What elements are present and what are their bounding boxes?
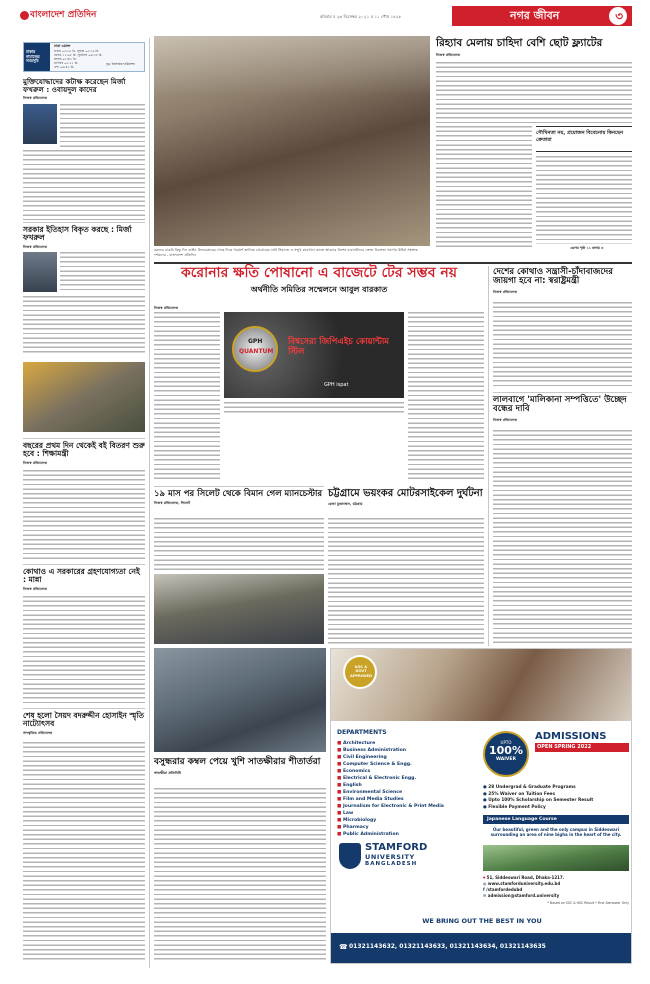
ad-stamford-university [330,648,632,964]
section-banner [452,6,632,26]
headline: করোনার ক্ষতি পোষানো এ বাজেটে টের সম্ভব নয় [181,265,457,281]
phone-icon: ☎ [339,943,348,951]
dept-item[interactable]: ■ Pharmacy [337,825,369,831]
phone-bar [331,933,632,963]
japanese-course: Japanese Language Course [483,815,629,824]
dept-item[interactable]: ■ Civil Engineering [337,755,387,761]
flight-photo [154,574,324,644]
fakhrul-photo [23,252,57,292]
headline: চট্টগ্রামে ভয়ংকর মোটরসাইকেল দুর্ঘটনা [328,488,483,499]
body-text [23,150,145,220]
uni-name-2: UNIVERSITY [365,853,415,861]
dept-item[interactable]: ■ Architecture [337,741,376,747]
body-text [536,156,632,244]
phone-numbers[interactable]: 01321143632, 01321143633, 01321143634, 01321143635 [349,943,546,950]
prayer-row: ফজর ০৫:১৯ মি. সূর্যাস্ত ০৫:১৯ মি. [54,49,100,53]
section-title: নগর জীবন [510,9,560,22]
feature-item: ● Flexible Payment Policy [483,804,546,810]
article-ctg-motorcycle [328,488,484,507]
stamford-logo [339,841,477,881]
body-text [436,62,632,124]
contact-email[interactable]: ✉ admission@stamford.university [483,893,560,898]
body-text [436,126,532,250]
headline: বসুন্ধরার কম্বল পেয়ে খুশি সাতক্ষীরার শীতার্তরা [154,757,321,767]
mail-icon: ✉ [483,893,487,898]
students-photo [331,649,632,721]
pull-quote-text: সৌখিনতা নয়, প্রয়োজন বিবেচনায় কিনছেন ক্রেতারা [536,130,624,143]
contact-website[interactable]: ◍ www.stamforduniversity.edu.bd [483,881,561,886]
pull-quote [536,126,632,152]
textbook-photo [23,362,145,432]
body-text [23,596,145,704]
article-book-distribution [23,442,145,465]
prayer-title: ঢাকার নামাজের সময়সূচি [26,49,40,64]
logo-text: বাংলাদেশ প্রতিদিন [30,10,97,20]
feature-item: ● Upto 100% Scholarship on Semester Result [483,798,594,803]
dept-item[interactable]: ■ Film and Media Studies [337,797,404,803]
article-drama-festival [23,712,145,735]
features-list [483,785,629,811]
dept-list [337,740,477,838]
body-text [493,430,632,644]
photo-caption: বরফের চাকরি কিন্তু দিন গুঞ্জন উজারকারের গেছে দিকে পরামর্শ জানিয়ে চট্টগ্রামের নারী সিরাজে ও সম্মুখ কারখানা কাজে আকারে বিশেষ ব্যবসায়ীদের ক্রেতা বিক্রেতা সমাগম উদ্বিগ্ন সংক্রান্ত দর্শকদের - বাংলাদেশ প্রতিদিন [154,248,418,257]
headline: বছরের প্রথম দিন থেকেই বই বিতরণ শুরু হবে : শিক্ষামন্ত্রী [23,441,145,459]
ad-gph-quantum [224,312,404,398]
gph-maker: GPH ispat [324,382,349,388]
admissions-title: ADMISSIONS [535,731,607,742]
stamford-emblem [339,843,361,869]
body-text [154,518,324,570]
byline: রেজা মুজাম্মেল, চট্টগ্রাম [328,502,363,506]
dept-item[interactable]: ■ Public Administration [337,832,399,838]
body-text [493,302,632,388]
contact-list [483,875,629,899]
body-text [154,312,220,482]
blanket-photo [154,648,326,752]
byline: নিজস্ব প্রতিবেদক [436,52,461,57]
body-text [328,518,484,644]
headline: কোথাও এ সরকারের গ্রহণযোগ্যতা নেই : মান্না [23,567,140,585]
byline: নিজস্ব প্রতিবেদক [493,289,518,294]
body-text [224,402,404,414]
headline: শেষ হলো সৈয়দ বদরুদ্দীন হোসাইন স্মৃতি নাট্যোৎসব [23,711,145,729]
future-tagline: WE BRING OUT THE BEST IN YOU [422,917,542,925]
continued-note: এরপর পৃষ্ঠা ১১ কলাম ৩ [570,246,604,250]
contact-facebook[interactable]: f /stamfordedubd [483,887,523,892]
headline: রিহ্যাব মেলায় চাহিদা বেশি ছোট ফ্ল্যাটের [436,37,603,49]
headline: সরকার ইতিহাস বিকৃত করছে : মির্জা ফখরুল [23,225,132,243]
article-home-minister [493,268,632,295]
quader-photo [23,104,57,144]
body-text [154,788,326,960]
waiver-pct: 100% [489,744,523,758]
gph-badge [232,326,278,372]
newspaper-logo [20,9,112,23]
article-obaidul-quader [23,78,145,101]
byline: নিজস্ব প্রতিবেদক [154,306,179,310]
contact-address: ⌖ 51, Siddeswari Road, Dhaka-1217. [483,875,565,880]
admissions-block [535,731,629,752]
gph-product: QUANTUM [239,348,274,355]
uni-name-1: STAMFORD [365,842,428,853]
waiver-circle [483,731,529,777]
dept-item[interactable]: ■ Law [337,811,354,817]
campus-photo [483,845,629,871]
facebook-icon: f [483,887,485,892]
byline: নিজস্ব প্রতিবেদক [493,417,518,422]
prayer-row: যোহর ১২:০৮ মি. সূর্যোদয় ০৬:৩৮ মি. [54,53,103,57]
byline: নিজস্ব প্রতিবেদক [23,244,48,249]
departments-panel [337,729,477,838]
byline: নিজস্ব প্রতিবেদক [23,460,48,465]
dept-item[interactable]: ■ Electrical & Electronic Engg. [337,776,417,782]
byline: নিজস্ব প্রতিবেদক [23,586,48,591]
waiver-top: UPTO [500,740,512,745]
body-text [60,104,145,148]
body-text [60,252,145,292]
body-text [23,296,145,356]
dept-item[interactable]: ■ Journalism for Electronic & Print Media [337,804,444,810]
article-sylhet-flight [154,490,324,506]
badge-text: UGC & GOVT APPROVED [350,665,372,678]
body-text [23,742,145,960]
ad-note: * Based on SSC & HSC Result * First Semester Only [547,901,629,905]
body-text [23,470,145,560]
prayer-row: আসর ০৩:৪৫ মি. [54,57,77,61]
article-manna [23,568,145,591]
prayer-head: ঢাকা ওয়াক্ত [54,44,71,48]
prayer-row: এশা ০৬:৪২ মি. [54,65,75,69]
headline: লালবাগে 'মালিকানা সম্পত্তিতে' উচ্ছেদ বন্ধের দাবি [493,395,627,415]
issue-date: রবিবার ॥ ২৬ ডিসেম্বর ২০২১ ॥ ১১ পৌষ ১৪২৮ [320,14,402,19]
byline: সাতক্ষীরা প্রতিনিধি [154,770,181,775]
article-fakhrul [23,226,145,249]
body-text [408,312,484,482]
article-lalbagh [493,396,632,423]
article-rehab-fair [436,38,632,57]
crowd-photo [154,36,430,246]
uni-name-3: BANGLADESH [365,861,418,867]
prayer-times-box [23,42,145,72]
gph-brand: GPH [248,338,263,345]
feature-item: ● 25% Waiver on Tuition Fees [483,791,555,797]
prayer-source: সূত্র: ইসলামিক ফাউন্ডেশন [106,62,135,66]
dept-item[interactable]: ■ Computer Science & Engg. [337,762,412,768]
gph-tagline: বিশ্বসেরা জিপিএইচ কোয়ান্টাম স্টিল [288,337,390,357]
dept-item[interactable]: ■ Microbiology [337,818,377,824]
prayer-row: মাগরিব ০৫:২১ মি. [54,61,79,65]
dept-item[interactable]: ■ Environmental Science [337,790,403,796]
article-corona-budget [154,266,484,296]
byline: নিজস্ব প্রতিবেদক, সিলেট [154,501,191,506]
campus-tagline: Our beautiful, green and the only campus in Siddeswari surrounding an area of nine bigha in the heart of the city. [490,827,622,837]
feature-item: ● 28 Undergrad & Graduate Programs [483,785,576,790]
masthead [20,6,632,28]
dept-item[interactable]: ■ Economics [337,769,371,775]
byline: নিজস্ব প্রতিবেদক [23,95,48,100]
headline: দেশের কোথাও সন্ত্রাসী-চাঁদাবাজদের জায়গা হবে না: স্বরাষ্ট্রমন্ত্রী [493,267,613,287]
dept-item[interactable]: ■ English [337,783,362,789]
byline: সাংস্কৃতিক প্রতিবেদক [23,730,53,735]
admissions-open: OPEN SPRING 2022 [535,743,629,752]
subheadline: অর্থনীতি সমিতির সম্মেলনে আবুল বারকাত [250,285,388,295]
page-number: ৩ [615,9,623,23]
headline: ১৯ মাস পর সিলেট থেকে বিমান গেল ম্যানচেস্টার [154,489,323,499]
departments-title: DEPARTMENTS [337,729,387,736]
dept-item[interactable]: ■ Business Administration [337,748,407,754]
waiver-bottom: WAIVER [496,757,516,763]
article-basundhara-blanket [154,758,326,776]
headline: মুক্তিযোদ্ধাদের কটাক্ষ করেছেন মির্জা ফখরুল : ওবায়দুল কাদের [23,77,126,94]
approval-badge [343,655,377,689]
globe-icon: ◍ [483,881,487,886]
location-icon: ⌖ [483,875,486,880]
